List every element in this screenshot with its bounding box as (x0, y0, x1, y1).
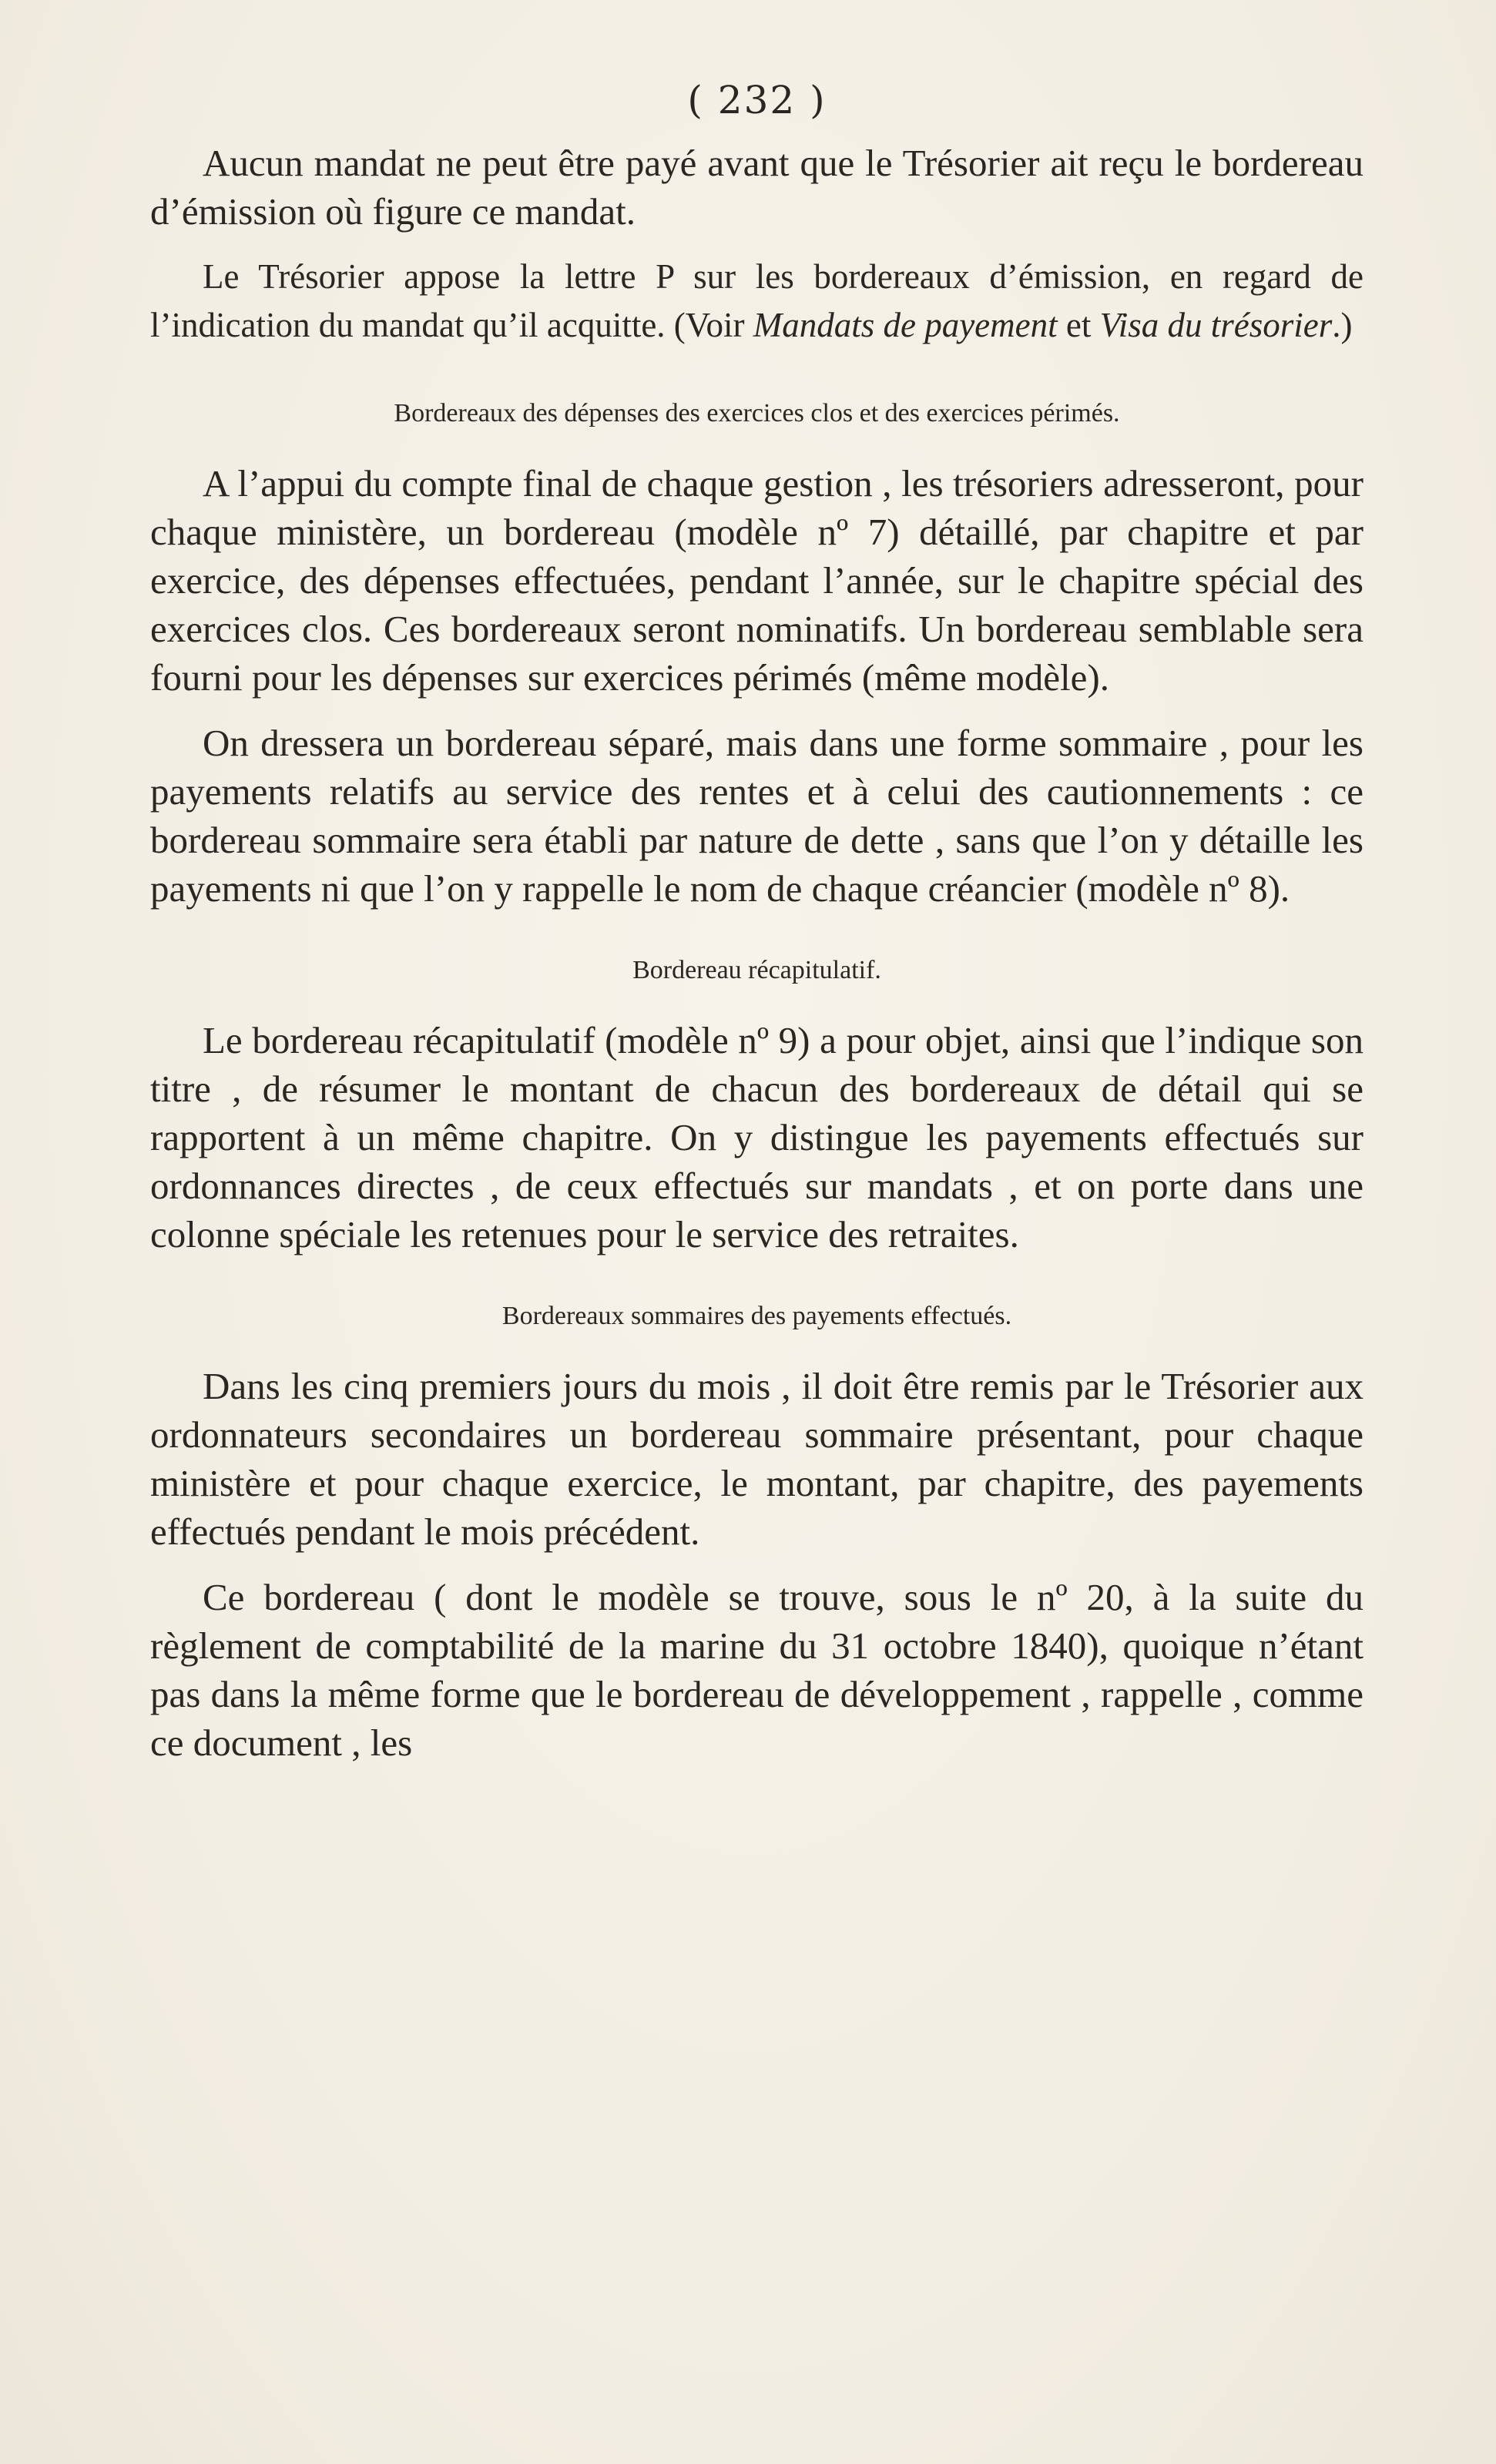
paragraph-text: .) (1332, 306, 1353, 344)
paragraph-cinq-premiers-jours: Dans les cinq premiers jours du mois , il doit être remis par le Trésorier aux ordonnateurs secondaires un bordereau sommaire présentant, pour chaque ministère et pour chaque exercice, le montant, par chapitre, des payements effectués pendant le mois précédent. (150, 1365, 1364, 1553)
paragraph-compte-final: A l’appui du compte final de chaque gestion , les trésoriers adresseront, pour chaque ministère, un bordereau (modèle nº 7) détaillé, par chapitre et par exercice, des dépenses effectuées, pendant l’année, sur le chapitre spécial des exercices clos. Ces bordereaux seront nominatifs. Un bordereau semblable sera fourni pour les dépenses sur exercices périmés (même modèle). (150, 462, 1364, 699)
page-number: ( 232 ) (687, 78, 827, 122)
paragraph-letter-p (150, 253, 1364, 350)
cross-reference-mandats: Mandats de payement (753, 306, 1058, 344)
paragraph-bordereau-separe: On dressera un bordereau séparé, mais dans une forme sommaire , pour les payements relatifs au service des rentes et à celui des cautionnements : ce bordereau sommaire sera établi par nature de dette , sans que l’on y détaille les payements ni que l’on y rappelle le nom de chaque créancier (modèle nº 8). (150, 722, 1364, 910)
text-block (150, 62, 1364, 1767)
paragraph-text: Le Trésorier appose la lettre P sur les bordereaux d’émission, en regard de l’indication du mandat qu’il acquitte. (Voir (150, 257, 1364, 344)
paragraph-recapitulatif: Le bordereau récapitulatif (modèle nº 9) a pour objet, ainsi que l’indique son titre , de résumer le montant de chacun des bordereaux de détail qui se rapportent à un même chapitre. On y distingue les payements effectués sur ordonnances directes , de ceux effectués sur mandats , et on porte dans une colonne spéciale les retenues pour le service des retraites. (150, 1019, 1364, 1255)
section-heading-exercices-clos: Bordereaux des dépenses des exercices clos et des exercices périmés. (394, 399, 1120, 427)
paragraph-mandat-payment: Aucun mandat ne peut être payé avant que le Trésorier ait reçu le bordereau d’émission où figure ce mandat. (150, 142, 1364, 233)
section-heading-recapitulatif: Bordereau récapitulatif. (632, 956, 881, 984)
section-heading-sommaires: Bordereaux sommaires des payements effectués. (501, 1302, 1012, 1330)
paragraph-text: et (1057, 306, 1100, 344)
paragraph-modele-20: Ce bordereau ( dont le modèle se trouve, sous le nº 20, à la suite du règlement de comptabilité de la marine du 31 octobre 1840), quoique n’étant pas dans la même forme que le bordereau de développement , rappelle , comme ce document , les (150, 1576, 1364, 1764)
cross-reference-visa: Visa du trésorier (1099, 306, 1333, 344)
